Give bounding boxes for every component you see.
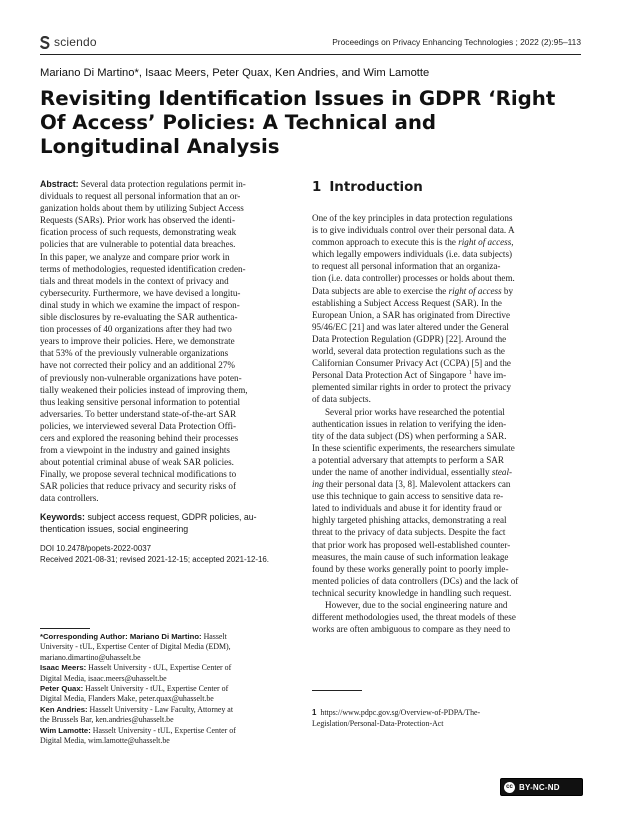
body-line: which legally empowers individuals (i.e. data subjects) xyxy=(312,249,513,260)
abstract-line: policies that are vulnerable to potential data breaches. xyxy=(40,239,236,250)
abstract-line: tials and threat models in the context of privacy and xyxy=(40,275,229,286)
affiliation-email: mariano.dimartino@uhasselt.be xyxy=(40,652,141,662)
body-line: European Union, a SAR has originated from Directive xyxy=(312,309,510,320)
title-line: Of Access’ Policies: A Technical and xyxy=(40,111,437,134)
left-column xyxy=(40,178,302,566)
abstract-line: have not corrected their policy and an additional 27% xyxy=(40,360,235,371)
author-affiliations xyxy=(40,632,302,746)
body-line: 95/46/EC [21] and was later altered under the General xyxy=(312,321,509,332)
abstract-line: dividuals to request all personal information that an or- xyxy=(40,191,241,202)
license-label: BY-NC-ND xyxy=(519,782,560,792)
body-line: establishing a Subject Access Request (SAR). In the xyxy=(312,297,502,308)
footnote xyxy=(312,708,582,729)
body-line: use this technique to gain access to sensitive data re- xyxy=(312,491,504,502)
abstract-label: Abstract: xyxy=(40,179,79,189)
publisher-logo xyxy=(40,35,97,49)
body-line: of data subjects. xyxy=(312,394,371,405)
keywords-label: Keywords: xyxy=(40,511,85,522)
abstract-line: that 53% of the previously vulnerable organizations xyxy=(40,348,229,359)
body-line: to request all personal information that an organiza- xyxy=(312,261,501,272)
received-dates: Received 2021-08-31; revised 2021-12-15; accepted 2021-12-16. xyxy=(40,555,269,565)
title-line: Longitudinal Analysis xyxy=(40,135,280,158)
body-line: One of the key principles in data protection regulations xyxy=(312,213,513,223)
abstract-line: Requests (SARs). Prior work has observed the identi- xyxy=(40,215,235,226)
abstract-line: Several data protection regulations permit in- xyxy=(80,179,246,189)
body-line: world, several data protection regulations such as the xyxy=(312,346,505,357)
body-line: However, due to the social engineering nature and xyxy=(325,600,508,610)
footnote-rule xyxy=(40,628,90,629)
abstract-line: ganization holds about them by utilizing Subject Access xyxy=(40,203,244,214)
abstract-line: terms of methodologies, requested identification creden- xyxy=(40,263,246,274)
abstract-line: cybersecurity. Furthermore, we have devised a longitu- xyxy=(40,287,241,298)
abstract-line: In this paper, we analyze and compare prior work in xyxy=(40,251,230,262)
section-title: Introduction xyxy=(329,180,423,195)
body-line: a potential adversary that attempts to perform a SAR xyxy=(312,454,504,465)
affiliation-text: Digital Media, isaac.meers@uhasselt.be xyxy=(40,673,167,683)
footnote-number: 1 xyxy=(312,708,317,717)
abstract-line: cers and explored the reasoning behind their processes xyxy=(40,432,239,443)
body-line: authentication issues in relation to verifying the iden- xyxy=(312,418,507,429)
abstract-line: of previously non-vulnerable organizations have poten- xyxy=(40,372,242,383)
sciendo-logo-icon xyxy=(40,36,50,49)
body-line: Data Protection Regulation (GDPR) [22]. Around the xyxy=(312,333,507,344)
affiliation-text: Hasselt University - tUL, Expertise Center of xyxy=(88,663,232,673)
body-line: highly targeted phishing attacks, demonstrating a real xyxy=(312,515,507,526)
body-line: is to give individuals control over their personal data. A xyxy=(312,225,515,236)
emphasis-text: right of access xyxy=(458,237,512,248)
body-line: Personal Data Protection Act of Singapore $^1$ have im- xyxy=(312,369,507,381)
abstract-line: Finally, we propose several technical modifications to xyxy=(40,469,237,480)
author-list: Mariano Di Martino*, Isaac Meers, Peter Quax, Ken Andries, and Wim Lamotte xyxy=(40,67,430,79)
body-line: different methodologies used, the threat models of these xyxy=(312,612,516,623)
body-line: that prior work has proposed well-established counter- xyxy=(312,539,511,550)
body-line: ing their personal data [3, 8]. Malevolent attackers can xyxy=(312,479,511,490)
body-line: plemented similar rights in order to protect the privacy xyxy=(312,382,511,393)
emphasis-text: right of access xyxy=(448,285,502,296)
keywords-line: subject access request, GDPR policies, au- xyxy=(87,511,257,522)
footnote-rule xyxy=(312,690,362,691)
abstract-line: policies, we interviewed several Data Protection Offi- xyxy=(40,420,237,431)
body-line: technical security knowledge in handling such request. xyxy=(312,587,512,598)
abstract-line: tially weakened their policies instead of improving them, xyxy=(40,384,248,395)
affiliation-text: University - tUL, Expertise Center of Digital Media (EDM), xyxy=(40,642,231,652)
abstract-line: dinal study in which we examine the impact of respon- xyxy=(40,299,240,310)
abstract-line: tion processes of 40 organizations after they had two xyxy=(40,324,232,335)
section-number: 1 xyxy=(312,180,322,195)
affiliation-author: Isaac Meers: xyxy=(40,663,87,673)
paper-title xyxy=(40,87,581,159)
affiliation-text: Digital Media, Flanders Make, peter.quax@uhasselt.be xyxy=(40,694,214,704)
emphasis-text: steal- xyxy=(491,466,513,477)
body-line: measures, the main cause of such information leakage xyxy=(312,551,509,562)
abstract-line: years to improve their policies. Here, we demonstrate xyxy=(40,336,235,347)
cc-license-badge[interactable] xyxy=(500,778,583,796)
abstract-line: thus leaking sensitive personal information to potential xyxy=(40,396,241,407)
abstract xyxy=(40,178,302,505)
article-meta xyxy=(40,543,302,566)
section-heading xyxy=(312,178,582,198)
body-line: Several prior works have researched the potential xyxy=(325,406,505,417)
title-line: Revisiting Identification Issues in GDPR ‘Right xyxy=(40,87,556,110)
affiliation-author: Ken Andries: xyxy=(40,704,88,714)
right-column xyxy=(312,178,582,635)
affiliation-text: Hasselt University - Law Faculty, Attorney at xyxy=(89,704,234,714)
affiliation-text: Hasselt University - tUL, Expertise Center of xyxy=(85,684,229,694)
section-body xyxy=(312,212,582,635)
body-line: found by these works generally point to poorly imple- xyxy=(312,563,509,574)
affiliation-text: Hasselt xyxy=(203,632,227,641)
body-line: under the name of another individual, essentially steal- xyxy=(312,466,513,477)
header-rule xyxy=(40,54,581,55)
footnote-marker[interactable]: 1 xyxy=(468,369,472,377)
running-head: Proceedings on Privacy Enhancing Technologies ; 2022 (2):95–113 xyxy=(332,37,581,47)
abstract-line: fication process of such requests, demonstrating weak xyxy=(40,227,237,238)
body-line: works are often ambiguous to compare as they need to xyxy=(312,624,511,635)
body-line: Californian Consumer Privacy Act (CCPA) [5] and the xyxy=(312,358,511,369)
body-line: common approach to execute this is the right of access, xyxy=(312,237,514,248)
page-header xyxy=(40,35,581,51)
doi: DOI 10.2478/popets-2022-0037 xyxy=(40,543,151,553)
affiliation-author: Wim Lamotte: xyxy=(40,725,91,735)
body-line: lated to individuals and abuse it for identity fraud or xyxy=(312,503,502,514)
abstract-line: SAR policies that reduce privacy and security risks of xyxy=(40,481,236,492)
affiliation-text: Digital Media, wim.lamotte@uhasselt.be xyxy=(40,736,170,746)
footnote-link[interactable]: Legislation/Personal-Data-Protection-Act xyxy=(312,718,444,728)
abstract-line: sible disclosures by re-evaluating the SAR authentica- xyxy=(40,312,238,323)
abstract-line: data controllers. xyxy=(40,493,99,504)
body-line: threat to the privacy of data subjects. Despite the fact xyxy=(312,527,506,538)
body-line: mented policies of data controllers (DCs) and the lack of xyxy=(312,575,519,586)
abstract-line: from a viewpoint in the industry and gained insights xyxy=(40,445,230,456)
creative-commons-icon: cc xyxy=(504,782,515,793)
affiliation-text: Hasselt University - tUL, Expertise Center of xyxy=(92,725,236,735)
affiliation-author: Peter Quax: xyxy=(40,684,84,694)
logo-text: sciendo xyxy=(54,35,97,49)
footnote-link[interactable]: https://www.pdpc.gov.sg/Overview-of-PDPA/The- xyxy=(320,708,481,717)
abstract-line: adversaries. To better understand state-of-the-art SAR xyxy=(40,408,237,419)
keywords xyxy=(40,511,302,535)
abstract-line: about potential criminal abuse of weak SAR policies. xyxy=(40,457,234,468)
affiliation-text: the Brussels Bar, ken.andries@uhasselt.be xyxy=(40,715,174,725)
affiliation-author: *Corresponding Author: Mariano Di Martino: xyxy=(40,632,202,641)
body-line: tion (i.e. data controller) processes or holds about them. xyxy=(312,273,515,284)
emphasis-text: ing xyxy=(312,479,324,490)
body-line: tity of the data subject (DS) when performing a SAR. xyxy=(312,430,507,441)
keywords-line: thentication issues, social engineering xyxy=(40,523,189,534)
body-line: In these scientific experiments, the researchers simulate xyxy=(312,442,515,453)
body-line: Data subjects are able to exercise the right of access by xyxy=(312,285,514,296)
